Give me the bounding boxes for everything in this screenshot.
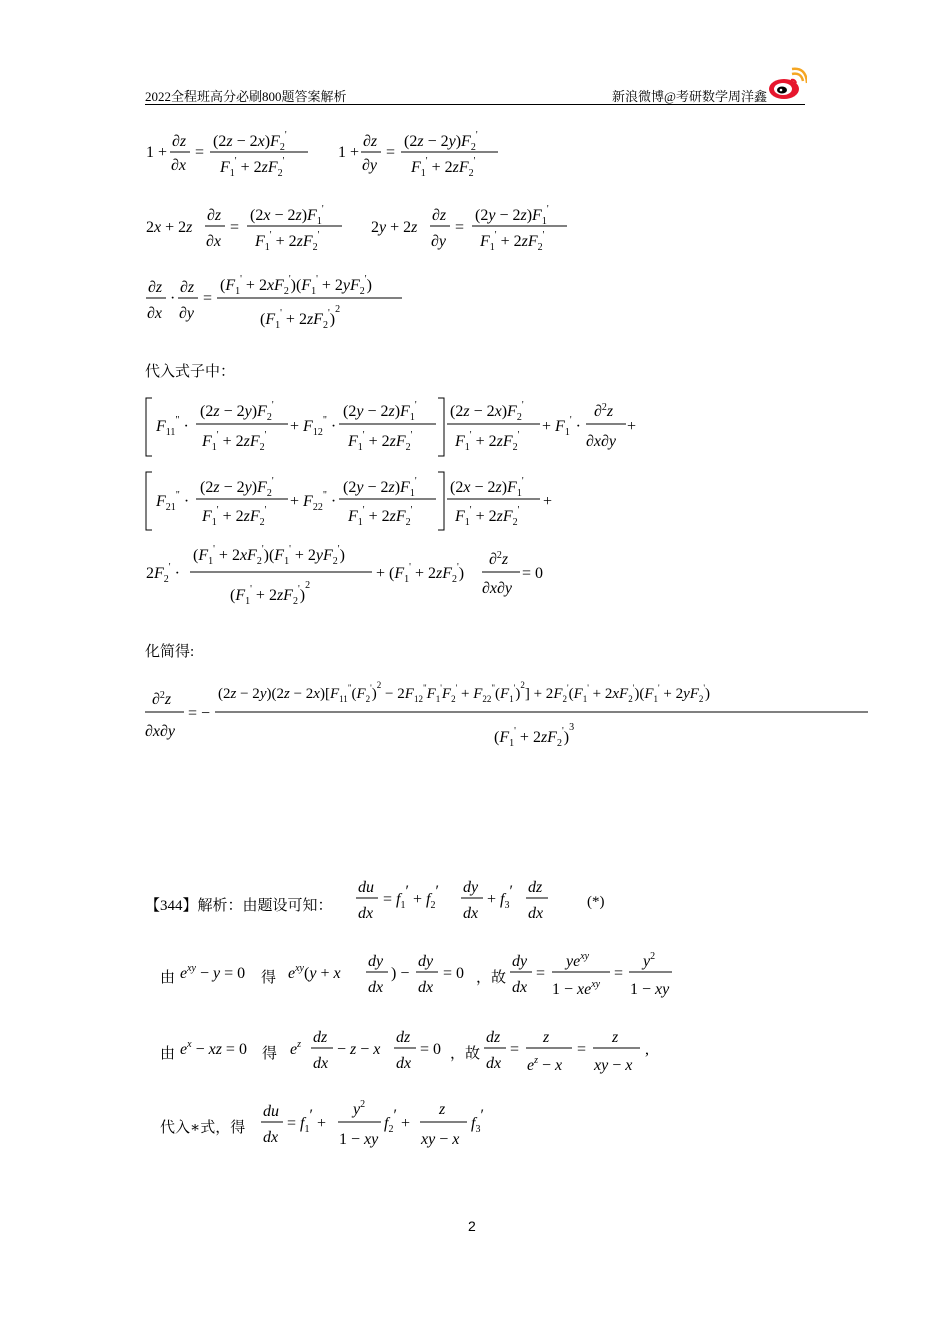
svg-text:∂x: ∂x	[171, 157, 187, 174]
eq-row-6	[146, 544, 543, 607]
svg-text:(2y − 2z)F1': $(2y - 2z)F_1'$	[343, 400, 417, 423]
svg-text:y2: $y^2$	[643, 951, 656, 970]
svg-text:ez: $e^z$	[290, 1039, 302, 1058]
svg-text:exy(y + x: $e^{xy}(y + x$	[288, 963, 341, 982]
svg-text:+ F12" ·: + $F_{12}^"$ ·	[290, 415, 337, 438]
eq-344-main	[356, 879, 548, 922]
svg-text:dx: dx	[463, 905, 479, 922]
svg-text:dz: dz	[486, 1029, 501, 1046]
svg-text:= 0: = 0	[443, 965, 465, 982]
svg-text:dz: dz	[313, 1029, 328, 1046]
svg-text:dx: dx	[528, 905, 544, 922]
svg-text:(F1' + 2xF2')(F1' + 2yF2'): $(F_1' + 2xF_2')(F_1' + 2yF_2')$	[220, 274, 372, 297]
svg-text:+ f3′: + $f_3'$	[487, 883, 513, 911]
svg-text:= f1′ + f2′: = $f_1' + f_2'$	[383, 883, 439, 911]
svg-text:ex − xz = 0: $e^x$ − xz = 0	[180, 1039, 247, 1058]
svg-text:dx: dx	[263, 1129, 279, 1146]
svg-text:dz: dz	[528, 879, 543, 896]
svg-text:=: =	[203, 290, 213, 307]
svg-text:dx: dx	[418, 979, 434, 996]
svg-text:∂x: ∂x	[206, 233, 222, 250]
svg-text:(2x − 2z)F1': $(2x - 2z)F_1'$	[250, 204, 324, 227]
svg-text:dy: dy	[463, 879, 479, 896]
svg-text:ez − x: $e^z - x$	[527, 1055, 563, 1074]
svg-text:) −: ) −	[391, 965, 410, 982]
svg-text:dx: dx	[486, 1055, 502, 1072]
svg-text:dx: dx	[512, 979, 528, 996]
substitute-label: 代入式子中：	[145, 364, 236, 380]
svg-text:f3′: $f_3'$	[471, 1107, 484, 1135]
svg-text:F1' + 2zF2': $F_1' + 2zF_2'$	[202, 430, 267, 453]
svg-text:dy: dy	[368, 953, 384, 970]
svg-text:=: =	[614, 965, 624, 982]
svg-text:dy: dy	[512, 953, 528, 970]
svg-text:F21" ·: $F_{21}^"$ ·	[156, 490, 190, 513]
svg-text:z: z	[439, 1101, 446, 1118]
svg-text:F1' + 2zF2': $F_1' + 2zF_2'$	[480, 230, 545, 253]
svg-text:=: =	[230, 219, 240, 236]
svg-text:1 − xexy: $1 - xe^{xy}$	[552, 979, 601, 998]
svg-text:dx: dx	[368, 979, 384, 996]
svg-text:F1' + 2zF2': $F_1' + 2zF_2'$	[348, 430, 413, 453]
step1-prefix: 由	[160, 970, 176, 986]
svg-text:xy − x: xy − x	[421, 1131, 460, 1148]
svg-text:1 +: 1 +	[338, 144, 360, 161]
svg-text:(F1' + 2zF2')2: $(F_1' + 2zF_2')^2$	[260, 304, 341, 331]
svg-text:(F1' + 2zF2')2: $(F_1' + 2zF_2')^2$	[230, 580, 311, 607]
svg-text:∂2z: ∂$^2$z	[489, 550, 509, 568]
svg-text:+ (F1' + 2zF2'): + $(F_1' + 2zF_2')$	[376, 562, 465, 585]
step1-gu: ，故	[476, 970, 507, 986]
svg-text:+ F1' ·: + $F_1'$ ·	[542, 415, 581, 438]
svg-text:∂z: ∂z	[432, 207, 447, 224]
eq-row-3	[146, 274, 402, 331]
eq-row-5	[146, 472, 552, 530]
svg-text:=: =	[386, 144, 396, 161]
simplify-label: 化简得:	[145, 644, 195, 660]
svg-text:1 +: 1 +	[146, 144, 168, 161]
svg-text:= −: = −	[188, 705, 211, 722]
svg-text:∂x∂y: ∂x∂y	[145, 723, 176, 740]
svg-text:(2z − 2y)F2': $(2z - 2y)F_2'$	[200, 476, 274, 499]
step1-de: 得	[261, 970, 277, 986]
svg-text:(2y − 2z)F1': $(2y - 2z)F_1'$	[475, 204, 549, 227]
svg-text:(F1' + 2zF2')3: $(F_1' + 2zF_2')^3$	[494, 722, 575, 749]
svg-text:f2′ +: $f_2'$ +	[384, 1107, 410, 1135]
svg-text:∂x∂y: ∂x∂y	[586, 433, 617, 450]
svg-text:∂y: ∂y	[179, 305, 195, 322]
svg-text:=: =	[536, 965, 546, 982]
svg-text:dx: dx	[396, 1055, 412, 1072]
svg-text:2F2' ·: $2F_2'$ ·	[146, 562, 180, 585]
svg-text:yexy: $ye^{xy}$	[566, 951, 590, 970]
svg-text:∂2z: ∂$^2$z	[594, 402, 614, 420]
eq-row-2	[146, 204, 567, 253]
svg-text:1 − xy: 1 − xy	[630, 981, 670, 998]
svg-text:=: =	[455, 219, 465, 236]
svg-text:∂2z: ∂$^2$z	[152, 690, 172, 708]
svg-text:1 − xy: 1 − xy	[339, 1131, 379, 1148]
svg-text:+ F22" ·: + $F_{22}^"$ ·	[290, 490, 337, 513]
svg-text:∂x: ∂x	[147, 305, 163, 322]
svg-text:F1' + 2zF2': $F_1' + 2zF_2'$	[220, 156, 285, 179]
svg-text:∂z: ∂z	[207, 207, 222, 224]
header-title: 2022全程班高分必刷800题答案解析	[145, 89, 347, 104]
svg-text:F1' + 2zF2': $F_1' + 2zF_2'$	[348, 505, 413, 528]
svg-text:+: +	[627, 418, 637, 435]
svg-text:dy: dy	[418, 953, 434, 970]
svg-text:dz: dz	[396, 1029, 411, 1046]
svg-text:z: z	[612, 1029, 619, 1046]
svg-text:=: =	[577, 1041, 587, 1058]
svg-text:du: du	[263, 1103, 279, 1120]
eq-344-step1	[180, 951, 672, 998]
svg-text:=: =	[195, 144, 205, 161]
svg-text:dx: dx	[358, 905, 374, 922]
step2-gu: ，故	[450, 1046, 481, 1062]
svg-text:+: +	[543, 493, 553, 510]
svg-text:∂z: ∂z	[363, 133, 378, 150]
svg-text:y2: $y^2$	[353, 1099, 366, 1118]
svg-text:z: z	[543, 1029, 550, 1046]
svg-text:= 0: = 0	[420, 1041, 442, 1058]
svg-text:F11" ·: $F_{11}^"$ ·	[156, 415, 189, 438]
svg-text:(2y − 2z)F1': $(2y - 2z)F_1'$	[343, 476, 417, 499]
svg-text:∂z: ∂z	[148, 279, 163, 296]
svg-text:du: du	[358, 879, 374, 896]
svg-text:(2z − 2y)F2': $(2z - 2y)F_2'$	[404, 130, 478, 153]
svg-text:(F1' + 2xF2')(F1' + 2yF2'): $(F_1' + 2xF_2')(F_1' + 2yF_2')$	[193, 544, 345, 567]
svg-text:=: =	[510, 1041, 520, 1058]
svg-text:(2z − 2y)F2': $(2z - 2y)F_2'$	[200, 400, 274, 423]
svg-text:,: ,	[645, 1041, 649, 1058]
header-author: 新浪微博@考研数学周洋鑫	[612, 89, 767, 104]
svg-text:= f1′ +: = $f_1'$ +	[287, 1107, 327, 1135]
svg-text:(2x − 2z)F1': $(2x - 2z)F_1'$	[450, 476, 524, 499]
problem-344-label: 【344】解析：由题设可知：	[145, 898, 333, 914]
svg-text:2y + 2z: 2y + 2z	[371, 219, 418, 236]
step2-de: 得	[262, 1046, 278, 1062]
svg-text:= 0: = 0	[522, 565, 544, 582]
svg-text:F1' + 2zF2': $F_1' + 2zF_2'$	[455, 430, 520, 453]
eq-row-4	[146, 398, 636, 456]
star-mark: (*)	[587, 894, 605, 910]
svg-text:exy − y = 0: $e^{xy} - y = 0$	[180, 963, 246, 982]
svg-text:F1' + 2zF2': $F_1' + 2zF_2'$	[202, 505, 267, 528]
svg-text:F1' + 2zF2': $F_1' + 2zF_2'$	[455, 505, 520, 528]
svg-text:∂y: ∂y	[362, 157, 378, 174]
svg-text:·: ·	[170, 290, 176, 307]
page-number: 2	[468, 1218, 476, 1234]
svg-text:xy − x: xy − x	[594, 1057, 633, 1074]
svg-text:2x + 2z: 2x + 2z	[146, 219, 193, 236]
svg-text:∂z: ∂z	[172, 133, 187, 150]
eq-row-1	[146, 130, 498, 179]
eq-344-step3	[261, 1099, 484, 1148]
eq-row-7	[145, 680, 868, 749]
eq-344-step2	[180, 1029, 649, 1074]
svg-text:(2z − 2y)(2z − 2x)[F11"(F2')2: $(2z - 2y)(2z - 2x)[F_{11}^"(F_2')^2 - 2F_{12}^"F_1'F_2' + F_{22}^"(F_1')^2] + 2F_2'(F_1' + 2xF_2')(F_1' + 2yF_2')$	[218, 680, 711, 704]
step2-prefix: 由	[160, 1046, 176, 1062]
svg-text:− z − x: − z − x	[337, 1041, 381, 1058]
svg-text:F1' + 2zF2': $F_1' + 2zF_2'$	[255, 230, 320, 253]
svg-text:∂x∂y: ∂x∂y	[482, 580, 513, 597]
svg-text:F1' + 2zF2': $F_1' + 2zF_2'$	[411, 156, 476, 179]
svg-text:∂z: ∂z	[180, 279, 195, 296]
svg-text:(2z − 2x)F2': $(2z - 2x)F_2'$	[213, 130, 287, 153]
svg-text:∂y: ∂y	[431, 233, 447, 250]
step3-prefix: 代入∗式，得	[160, 1120, 246, 1136]
svg-text:dx: dx	[313, 1055, 329, 1072]
svg-text:(2z − 2x)F2': $(2z - 2x)F_2'$	[450, 400, 524, 423]
